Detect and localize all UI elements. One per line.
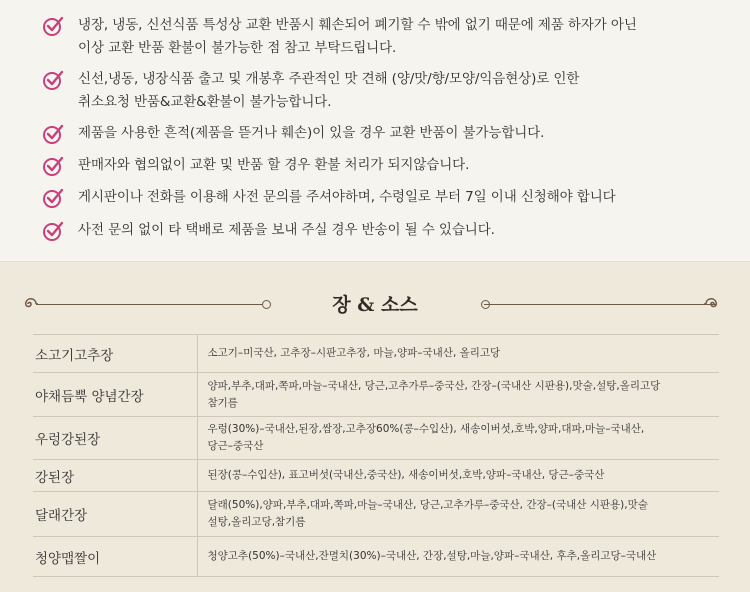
notice-text	[78, 14, 637, 60]
ingredient-line: 참기름	[207, 396, 238, 409]
check-circle-icon	[42, 15, 64, 37]
sauce-ingredients	[197, 492, 719, 537]
sauce-name: 달래간장	[33, 492, 197, 537]
sauce-ingredients	[197, 335, 719, 373]
table-row	[33, 335, 719, 373]
sauce-ingredients	[197, 537, 719, 577]
notice-line: 신선,냉동, 냉장식품 출고 및 개봉후 주관적인 맛 견해 (양/맛/향/모양/익음현상)로 인한	[78, 71, 580, 87]
check-circle-icon	[42, 187, 64, 209]
swirl-ornament-icon	[702, 294, 724, 316]
section-title: 장 & 소스	[332, 294, 418, 316]
notice-line: 이상 교환 반품 환불이 불가능한 점 참고 부탁드립니다.	[78, 40, 397, 56]
ingredient-line: 된장(콩–수입산), 표고버섯(국내산,중국산), 새송이버섯,호박,양파–국내산, 당근–중국산	[207, 469, 605, 481]
check-circle-icon	[42, 69, 64, 91]
notice-item	[42, 186, 732, 209]
sauce-name: 소고기고추장	[33, 335, 197, 373]
sauce-name: 강된장	[33, 460, 197, 492]
notice-item	[42, 122, 732, 145]
ingredient-line: 설탕,올리고당,참기름	[207, 516, 306, 528]
notice-text	[78, 219, 495, 242]
notice-item	[42, 154, 732, 177]
notice-text	[78, 122, 544, 145]
notice-text	[78, 186, 616, 209]
notice-line: 사전 문의 없이 타 택배로 제품을 보내 주실 경우 반송이 될 수 있습니다.	[78, 222, 495, 238]
table-row	[33, 537, 719, 577]
notice-text	[78, 68, 579, 114]
ingredient-line: 청양고추(50%)–국내산,잔멸치(30%)–국내산, 간장,설탕,마늘,양파–국내산, 후추,올리고당–국내산	[207, 550, 657, 562]
notice-line: 게시판이나 전화를 이용해 사전 문의를 주셔야하며, 수령일로 부터 7일 이내 신청해야 합니다	[78, 189, 616, 205]
sauce-ingredients	[197, 373, 719, 417]
ingredient-line: 우렁(30%)–국내산,된장,쌈장,고추장60%(콩–수입산), 새송이버섯,호박,양파,대파,마늘–국내산,	[207, 423, 645, 435]
ingredient-line: 소고기–미국산, 고추장–시판고추장, 마늘,양파–국내산, 올리고당	[207, 347, 501, 359]
sauce-name: 청양맵짤이	[33, 537, 197, 577]
section-title-row	[0, 288, 750, 318]
sauce-name: 우렁강된장	[33, 417, 197, 460]
ingredient-line: 달래(50%),양파,부추,대파,쪽파,마늘–국내산, 당근,고추가루–중국산, 간장–(국내산 시판용),맛술	[207, 499, 648, 511]
notice-line: 취소요청 반품&교환&환불이 불가능합니다.	[78, 94, 332, 110]
table-row	[33, 492, 719, 537]
notice-text	[78, 154, 469, 177]
notice-line: 판매자와 협의없이 교환 및 반품 할 경우 환불 처리가 되지않습니다.	[78, 157, 470, 173]
notice-item	[42, 219, 732, 242]
notice-line: 냉장, 냉동, 신선식품 특성상 교환 반품시 훼손되어 폐기할 수 밖에 없기 때문에 제품 하자가 아닌	[78, 17, 637, 33]
table-row	[33, 373, 719, 417]
notice-item	[42, 68, 732, 114]
sauce-ingredient-table	[33, 334, 719, 577]
check-circle-icon	[42, 220, 64, 242]
clipped-notice-item	[0, 0, 750, 8]
check-circle-icon	[42, 155, 64, 177]
notice-section	[0, 0, 750, 262]
table-row	[33, 460, 719, 492]
sauce-ingredients	[197, 417, 719, 460]
sauce-name: 야채듬뿍 양념간장	[33, 373, 197, 417]
title-divider-right	[484, 304, 716, 305]
ingredient-line: 당근–중국산	[207, 440, 264, 452]
check-circle-icon	[42, 123, 64, 145]
notice-line: 제품을 사용한 흔적(제품을 뜯거나 훼손)이 있을 경우 교환 반품이 불가능합니다.	[78, 125, 545, 141]
ingredient-line: 양파,부추,대파,쪽파,마늘–국내산, 당근,고추가루–중국산, 간장–(국내산 시판용),맛술,설탕,올리고당	[207, 379, 661, 392]
notice-item	[42, 14, 732, 60]
table-row	[33, 417, 719, 460]
sauce-ingredients	[197, 460, 719, 492]
